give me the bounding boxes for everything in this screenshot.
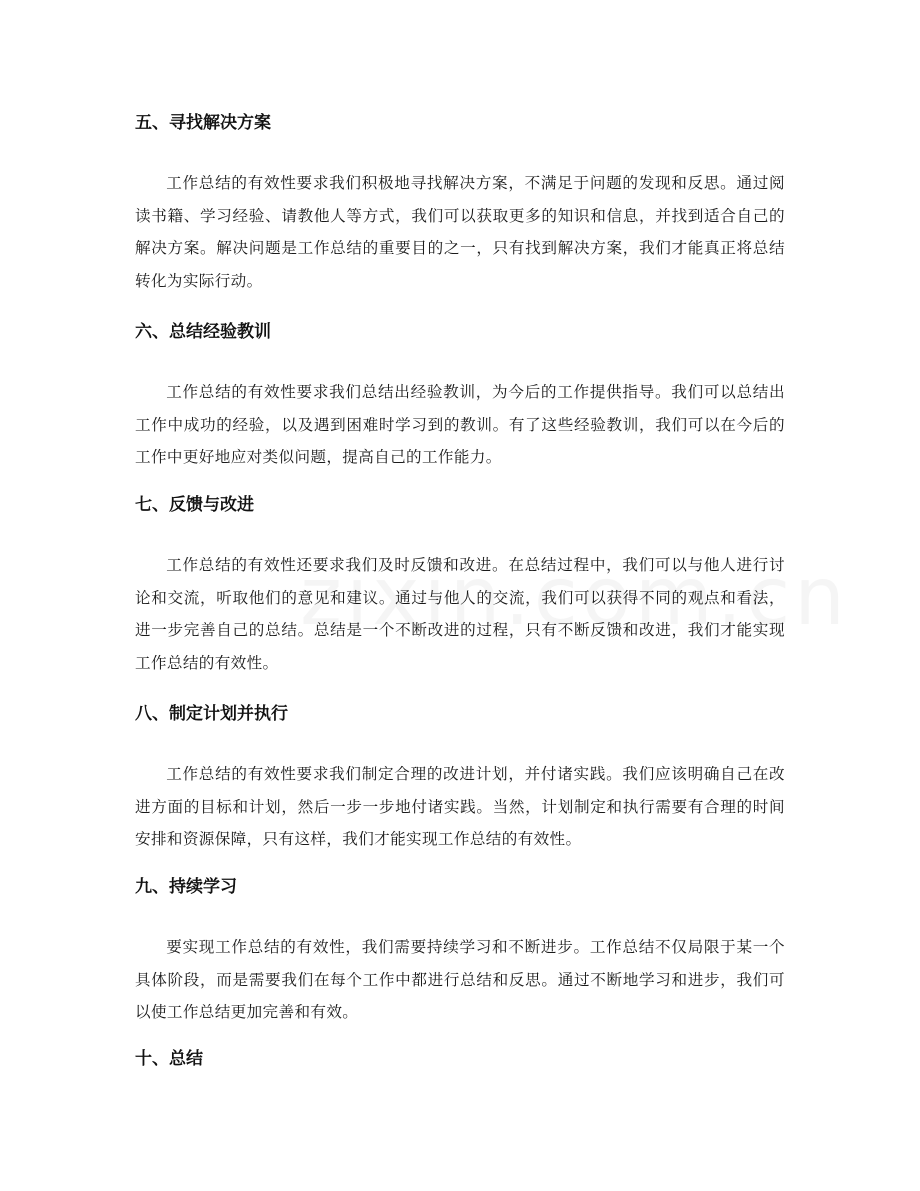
section-heading: 七、反馈与改进 xyxy=(135,495,254,515)
section-heading: 九、持续学习 xyxy=(135,877,237,897)
section-10 xyxy=(135,1049,785,1069)
section-heading: 五、寻找解决方案 xyxy=(135,113,271,133)
section-paragraph: 工作总结的有效性还要求我们及时反馈和改进。在总结过程中，我们可以与他人进行讨论和交流，听取他们的意见和建议。通过与他人的交流，我们可以获得不同的观点和看法，进一步完善自己的总结。总结是一个不断改进的过程，只有不断反馈和改进，我们才能实现工作总结的有效性。 xyxy=(135,556,785,672)
section-9 xyxy=(135,877,785,1029)
section-heading: 六、总结经验教训 xyxy=(135,322,271,342)
section-heading: 十、总结 xyxy=(135,1049,203,1069)
section-heading: 八、制定计划并执行 xyxy=(135,704,288,724)
section-paragraph: 工作总结的有效性要求我们总结出经验教训，为今后的工作提供指导。我们可以总结出工作中成功的经验，以及遇到困难时学习到的教训。有了这些经验教训，我们可以在今后的工作中更好地应对类似问题，提高自己的工作能力。 xyxy=(135,383,785,466)
section-paragraph: 工作总结的有效性要求我们积极地寻找解决方案，不满足于问题的发现和反思。通过阅读书籍、学习经验、请教他人等方式，我们可以获取更多的知识和信息，并找到适合自己的解决方案。解决问题是工作总结的重要目的之一，只有找到解决方案，我们才能真正将总结转化为实际行动。 xyxy=(135,174,785,290)
section-5 xyxy=(135,113,785,297)
section-paragraph: 要实现工作总结的有效性，我们需要持续学习和不断进步。工作总结不仅局限于某一个具体阶段，而是需要我们在每个工作中都进行总结和反思。通过不断地学习和进步，我们可以使工作总结更加完善和有效。 xyxy=(135,938,785,1021)
section-paragraph: 工作总结的有效性要求我们制定合理的改进计划，并付诸实践。我们应该明确自己在改进方面的目标和计划，然后一步一步地付诸实践。当然，计划制定和执行需要有合理的时间安排和资源保障，只有这样，我们才能实现工作总结的有效性。 xyxy=(135,765,785,848)
section-7 xyxy=(135,495,785,679)
section-6 xyxy=(135,322,785,474)
section-8 xyxy=(135,704,785,856)
